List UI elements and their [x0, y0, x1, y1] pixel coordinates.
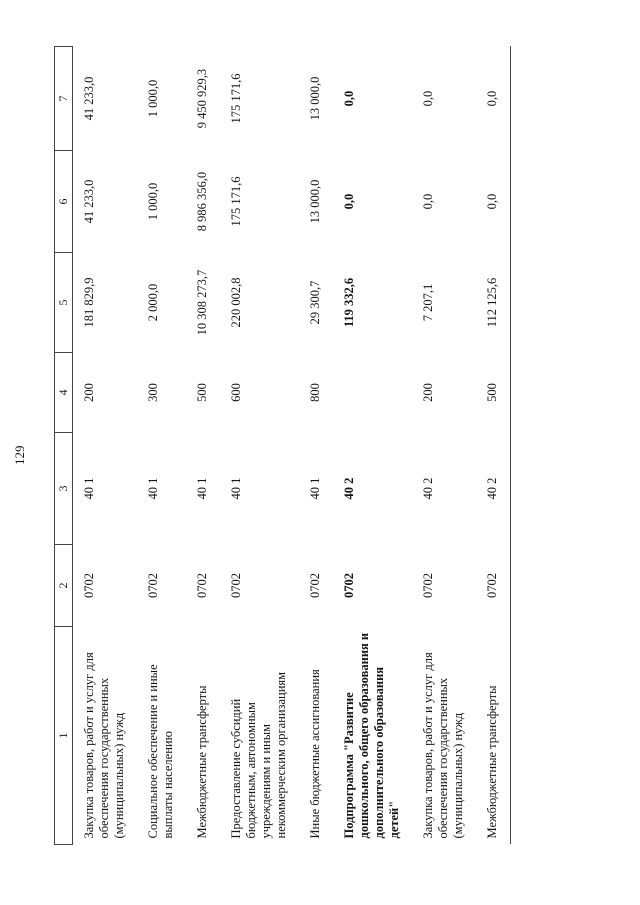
section-code-cell: 0702	[342, 573, 356, 598]
amount-col7-cell: 13 000,0	[308, 76, 322, 121]
expense-type-cell: 500	[195, 383, 209, 402]
section-code-cell: 0702	[195, 573, 209, 598]
expense-type-cell: 600	[229, 383, 243, 402]
row-name-cell: Межбюджетные трансферты	[476, 627, 511, 845]
target-item-cell: 40 1	[308, 477, 322, 500]
section-code-cell: 0702	[476, 545, 511, 627]
amount-col6-cell: 8 986 356,0	[195, 171, 209, 232]
expense-type-cell: 200	[421, 383, 435, 402]
row-name-cell: Предоставление субсидий бюджетным, автономным учреждениям и иным некоммерческим организациям	[229, 671, 288, 839]
row-name-cell: Иные бюджетные ассигнования	[308, 669, 322, 839]
amount-col6-cell: 41 233,0	[82, 179, 96, 224]
expense-type-cell: 200	[82, 383, 96, 402]
amount-col7-cell: 9 450 929,3	[195, 68, 209, 129]
amount-col7-cell: 0,0	[476, 47, 511, 151]
amount-col5-cell: 220 002,8	[229, 277, 243, 328]
section-code-cell: 0702	[229, 573, 243, 598]
target-item-cell: 40 1	[195, 477, 209, 500]
section-code-cell: 0702	[421, 573, 435, 598]
column-header: 5	[55, 253, 73, 353]
amount-col5-cell: 10 308 273,7	[195, 269, 209, 336]
expense-type-cell	[333, 353, 412, 433]
target-item-cell: 40 2	[421, 477, 435, 500]
column-header: 4	[55, 353, 73, 433]
row-name-cell: Межбюджетные трансферты	[195, 685, 209, 839]
column-header: 6	[55, 151, 73, 253]
amount-col6-cell: 0,0	[342, 193, 356, 210]
section-code-cell: 0702	[82, 573, 96, 598]
row-name-cell: Подпрограмма "Развитие дошкольного, общего образования и дополнительного образования детей"	[342, 632, 401, 839]
column-header: 1	[55, 627, 73, 845]
row-name-cell: Закупка товаров, работ и услуг для обеспечения государственных (муниципальных) нужд	[82, 652, 126, 839]
column-header: 3	[55, 433, 73, 545]
row-name-cell: Закупка товаров, работ и услуг для обеспечения государственных (муниципальных) нужд	[421, 652, 465, 839]
column-header: 2	[55, 545, 73, 627]
target-item-cell: 40 2	[476, 433, 511, 545]
amount-col5-cell: 7 207,1	[421, 283, 435, 322]
section-code-cell: 0702	[146, 573, 160, 598]
target-item-cell: 40 1	[229, 477, 243, 500]
amount-col7-cell: 175 171,6	[229, 73, 243, 124]
table-row	[333, 47, 412, 845]
amount-col7-cell: 1 000,0	[146, 79, 160, 118]
budget-table	[54, 46, 511, 845]
amount-col6-cell: 1 000,0	[146, 182, 160, 221]
target-item-cell: 40 1	[146, 477, 160, 500]
amount-col7-cell: 41 233,0	[82, 76, 96, 121]
amount-col5-cell: 2 000,0	[146, 283, 160, 322]
table-body	[73, 47, 511, 845]
amount-col7-cell: 0,0	[342, 90, 356, 107]
amount-col6-cell: 0,0	[421, 193, 435, 210]
table-row	[299, 47, 333, 845]
amount-col5-cell: 29 300,7	[308, 280, 322, 325]
table-row	[220, 47, 299, 845]
amount-col7-cell: 0,0	[421, 90, 435, 107]
amount-col5-cell: 119 332,6	[342, 277, 356, 328]
table-row	[137, 47, 186, 845]
table-row	[186, 47, 220, 845]
amount-col5-cell: 181 829,9	[82, 277, 96, 328]
amount-col6-cell: 175 171,6	[229, 176, 243, 227]
column-number-row	[55, 47, 73, 845]
amount-col6-cell: 13 000,0	[308, 179, 322, 224]
expense-type-cell: 800	[308, 383, 322, 402]
amount-col6-cell: 0,0	[476, 151, 511, 253]
target-item-cell: 40 2	[342, 477, 356, 500]
table-row	[476, 47, 511, 845]
table-row	[412, 47, 476, 845]
amount-col5-cell: 112 125,6	[476, 253, 511, 353]
target-item-cell: 40 1	[82, 477, 96, 500]
table-row	[73, 47, 138, 845]
column-header: 7	[55, 47, 73, 151]
section-code-cell: 0702	[308, 573, 322, 598]
row-name-cell: Социальное обеспечение и иные выплаты населению	[146, 664, 175, 839]
expense-type-cell: 300	[146, 383, 160, 402]
page-number: 129	[12, 445, 27, 465]
expense-type-cell: 500	[476, 353, 511, 433]
